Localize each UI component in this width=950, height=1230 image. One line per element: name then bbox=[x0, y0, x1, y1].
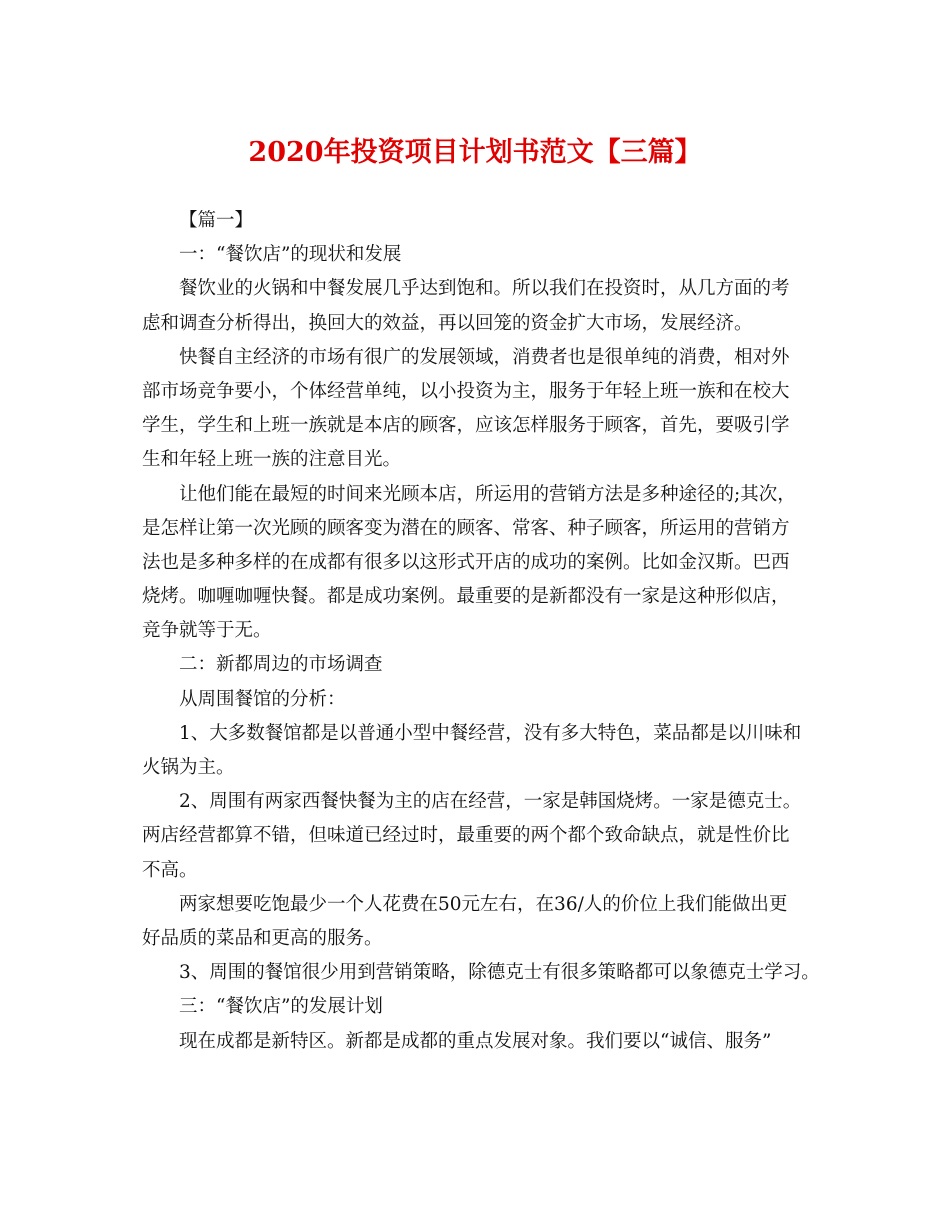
text-line: 烧烤。咖喱咖喱快餐。都是成功案例。最重要的是新都没有一家是这种形似店， bbox=[142, 586, 790, 608]
text-line: 快餐自主经济的市场有很广的发展领域，消费者也是很单纯的消费，相对外 bbox=[179, 346, 790, 368]
text-line: 是怎样让第一次光顾的顾客变为潜在的顾客、常客、种子顾客，所运用的营销方 bbox=[142, 517, 790, 539]
text-line: 竞争就等于无。 bbox=[142, 620, 272, 642]
text-line: 2、周围有两家西餐快餐为主的店在经营，一家是韩国烧烤。一家是德克士。 bbox=[179, 791, 802, 813]
text-line: 虑和调查分析得出，换回大的效益，再以回笼的资金扩大市场，发展经济。 bbox=[142, 312, 753, 334]
text-line: 让他们能在最短的时间来光顾本店，所运用的营销方法是多种途径的;其次， bbox=[179, 483, 796, 505]
text-line: 法也是多种多样的在成都有很多以这形式开店的成功的案例。比如金汉斯。巴西 bbox=[142, 551, 790, 573]
text-line: 好品质的菜品和更高的服务。 bbox=[142, 927, 383, 949]
text-line: 1、大多数餐馆都是以普通小型中餐经营，没有多大特色，菜品都是以川味和 bbox=[179, 722, 802, 744]
text-line: 餐饮业的火锅和中餐发展几乎达到饱和。所以我们在投资时，从几方面的考 bbox=[179, 278, 790, 300]
text-line: 三：“餐饮店”的发展计划 bbox=[179, 996, 383, 1018]
text-line: 部市场竞争要小，个体经营单纯，以小投资为主，服务于年轻上班一族和在校大 bbox=[142, 380, 790, 402]
text-line: 现在成都是新特区。新都是成都的重点发展对象。我们要以“诚信、服务” bbox=[179, 1030, 772, 1052]
text-line: 从周围餐馆的分析： bbox=[179, 688, 346, 710]
document-title: 2020年投资项目计划书范文【三篇】 bbox=[248, 137, 702, 168]
text-line: 二：新都周边的市场调查 bbox=[179, 654, 383, 676]
text-line: 两店经营都算不错，但味道已经过时，最重要的两个都个致命缺点，就是性价比 bbox=[142, 825, 790, 847]
text-line: 【篇一】 bbox=[179, 210, 254, 231]
text-line: 两家想要吃饱最少一个人花费在50元左右，在36/人的价位上我们能做出更 bbox=[179, 893, 788, 915]
text-line: 不高。 bbox=[142, 859, 198, 881]
text-line: 火锅为主。 bbox=[142, 757, 235, 778]
text-line: 学生，学生和上班一族就是本店的顾客，应该怎样服务于顾客，首先，要吸引学 bbox=[142, 415, 790, 437]
text-line: 生和年轻上班一族的注意目光。 bbox=[142, 449, 402, 471]
text-line: 3、周围的餐馆很少用到营销策略，除德克士有很多策略都可以象德克士学习。 bbox=[179, 962, 820, 984]
text-line: 一：“餐饮店”的现状和发展 bbox=[179, 244, 402, 266]
document-body bbox=[142, 204, 832, 1059]
